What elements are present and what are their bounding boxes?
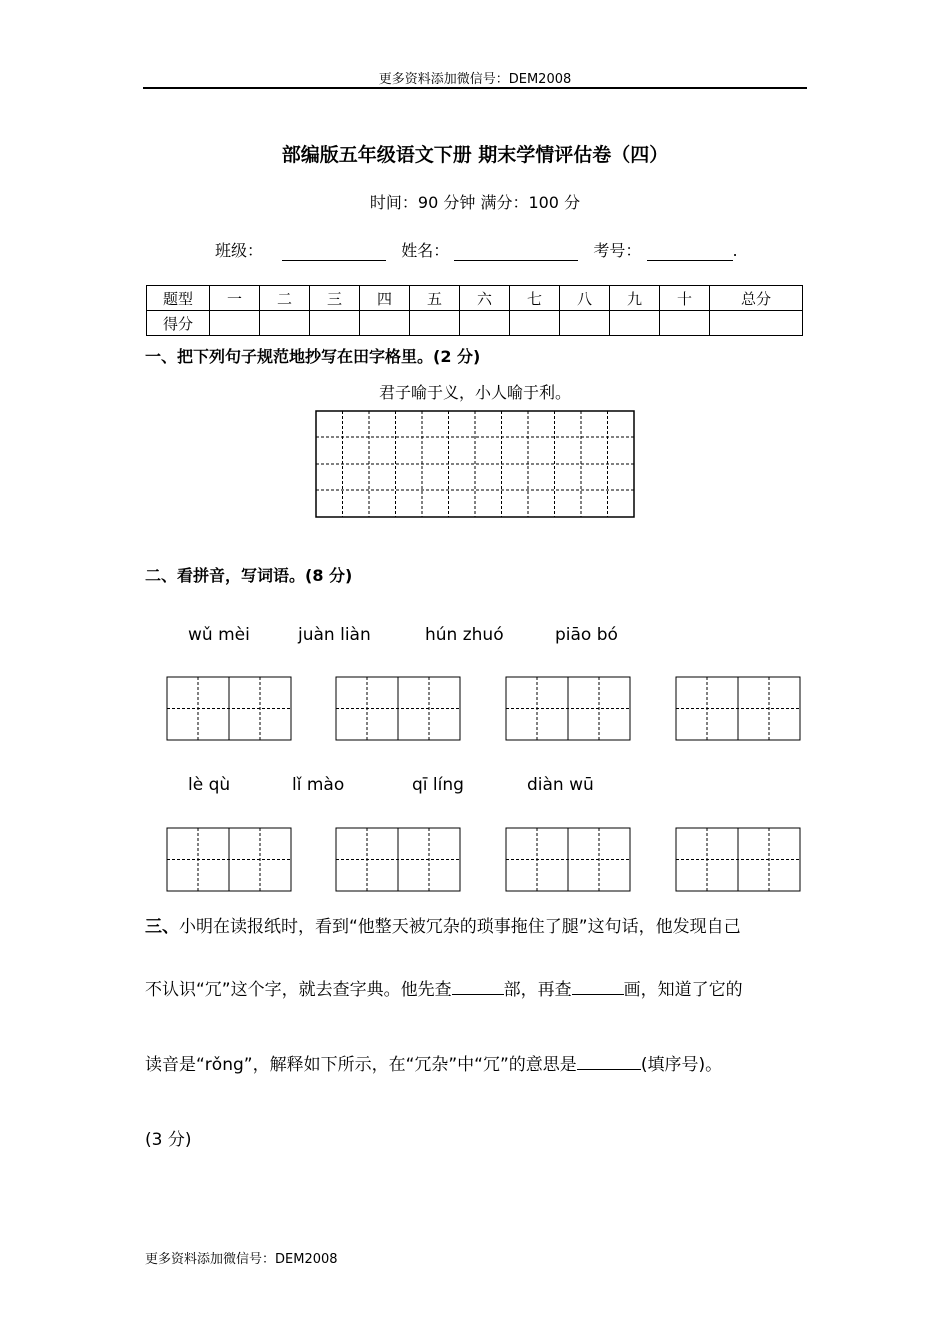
pinyin-1: wǔ mèi (188, 625, 250, 645)
score-table-header-row (147, 286, 803, 311)
answer-box[interactable] (675, 676, 801, 741)
name-blank[interactable] (454, 242, 578, 261)
score-cell-9: 九 (610, 286, 660, 311)
score-cell-4: 四 (360, 286, 410, 311)
section1-heading: 一、把下列句子规范地抄写在田字格里。(2 分) (145, 347, 481, 366)
score-input[interactable] (710, 311, 803, 336)
section3-text2b: 部，再查 (503, 980, 572, 1000)
class-label: 班级： (215, 241, 264, 260)
score-input[interactable] (410, 311, 460, 336)
section3-text2a: 不认识“冗”这个字，就去查字典。他先查 (145, 980, 452, 1000)
score-row-label: 得分 (147, 311, 210, 336)
pinyin-6: lǐ mào (292, 775, 345, 795)
tianzige-grid[interactable] (315, 410, 635, 518)
section3-heading: 三、 (145, 917, 179, 937)
section3-line2 (145, 975, 743, 1000)
answer-box[interactable] (335, 676, 461, 741)
pinyin-5: lè qù (188, 775, 231, 795)
header-divider (143, 87, 807, 89)
answer-box[interactable] (505, 827, 631, 892)
answer-box[interactable] (505, 676, 631, 741)
section1-sentence: 君子喻于义，小人喻于利。 (378, 383, 571, 402)
end-mark: . (732, 241, 738, 260)
page-header-note: 更多资料添加微信号：DEM2008 (378, 72, 572, 87)
name-label: 姓名： (401, 241, 450, 260)
score-input[interactable] (610, 311, 660, 336)
answer-box[interactable] (166, 827, 292, 892)
score-cell-type: 题型 (147, 286, 210, 311)
page-footer-note: 更多资料添加微信号：DEM2008 (145, 1252, 338, 1267)
score-table (146, 285, 803, 336)
score-cell-5: 五 (410, 286, 460, 311)
answer-box[interactable] (335, 827, 461, 892)
number-label: 考号： (593, 241, 642, 260)
score-input[interactable] (210, 311, 260, 336)
score-input[interactable] (360, 311, 410, 336)
pinyin-3: hún zhuó (425, 625, 504, 645)
score-cell-total: 总分 (710, 286, 803, 311)
meaning-blank[interactable] (577, 1052, 641, 1070)
section3-text2c: 画，知道了它的 (623, 980, 743, 1000)
section3-text1: 小明在读报纸时，看到“他整天被冗杂的琐事拖住了腿”这句话，他发现自己 (179, 917, 741, 937)
score-cell-3: 三 (310, 286, 360, 311)
score-input[interactable] (560, 311, 610, 336)
radical-blank[interactable] (452, 977, 504, 995)
student-info-fields (215, 238, 738, 261)
score-table-score-row (147, 311, 803, 336)
score-input[interactable] (260, 311, 310, 336)
score-cell-1: 一 (210, 286, 260, 311)
score-input[interactable] (460, 311, 510, 336)
section3-score: (3 分) (145, 1130, 192, 1150)
stroke-count-blank[interactable] (572, 977, 624, 995)
number-blank[interactable] (647, 242, 733, 261)
score-cell-6: 六 (460, 286, 510, 311)
score-input[interactable] (310, 311, 360, 336)
pinyin-8: diàn wū (527, 775, 594, 795)
class-blank[interactable] (282, 242, 386, 261)
score-input[interactable] (510, 311, 560, 336)
score-cell-10: 十 (660, 286, 710, 311)
section3-line3 (145, 1050, 722, 1075)
section2-heading: 二、看拼音，写词语。(8 分) (145, 566, 353, 585)
score-input[interactable] (660, 311, 710, 336)
pinyin-7: qī líng (412, 775, 464, 795)
section3-line1 (145, 912, 741, 937)
exam-title: 部编版五年级语文下册 期末学情评估卷（四） (281, 144, 669, 166)
pinyin-4: piāo bó (555, 625, 618, 645)
answer-box[interactable] (675, 827, 801, 892)
score-cell-7: 七 (510, 286, 560, 311)
answer-box[interactable] (166, 676, 292, 741)
exam-subtitle: 时间：90 分钟 满分：100 分 (369, 193, 581, 212)
score-cell-8: 八 (560, 286, 610, 311)
score-cell-2: 二 (260, 286, 310, 311)
section3-text3a: 读音是“rǒng”，解释如下所示，在“冗杂”中“冗”的意思是 (145, 1055, 577, 1075)
pinyin-2: juàn liàn (298, 625, 371, 645)
section3-text3b: (填序号)。 (640, 1055, 723, 1075)
